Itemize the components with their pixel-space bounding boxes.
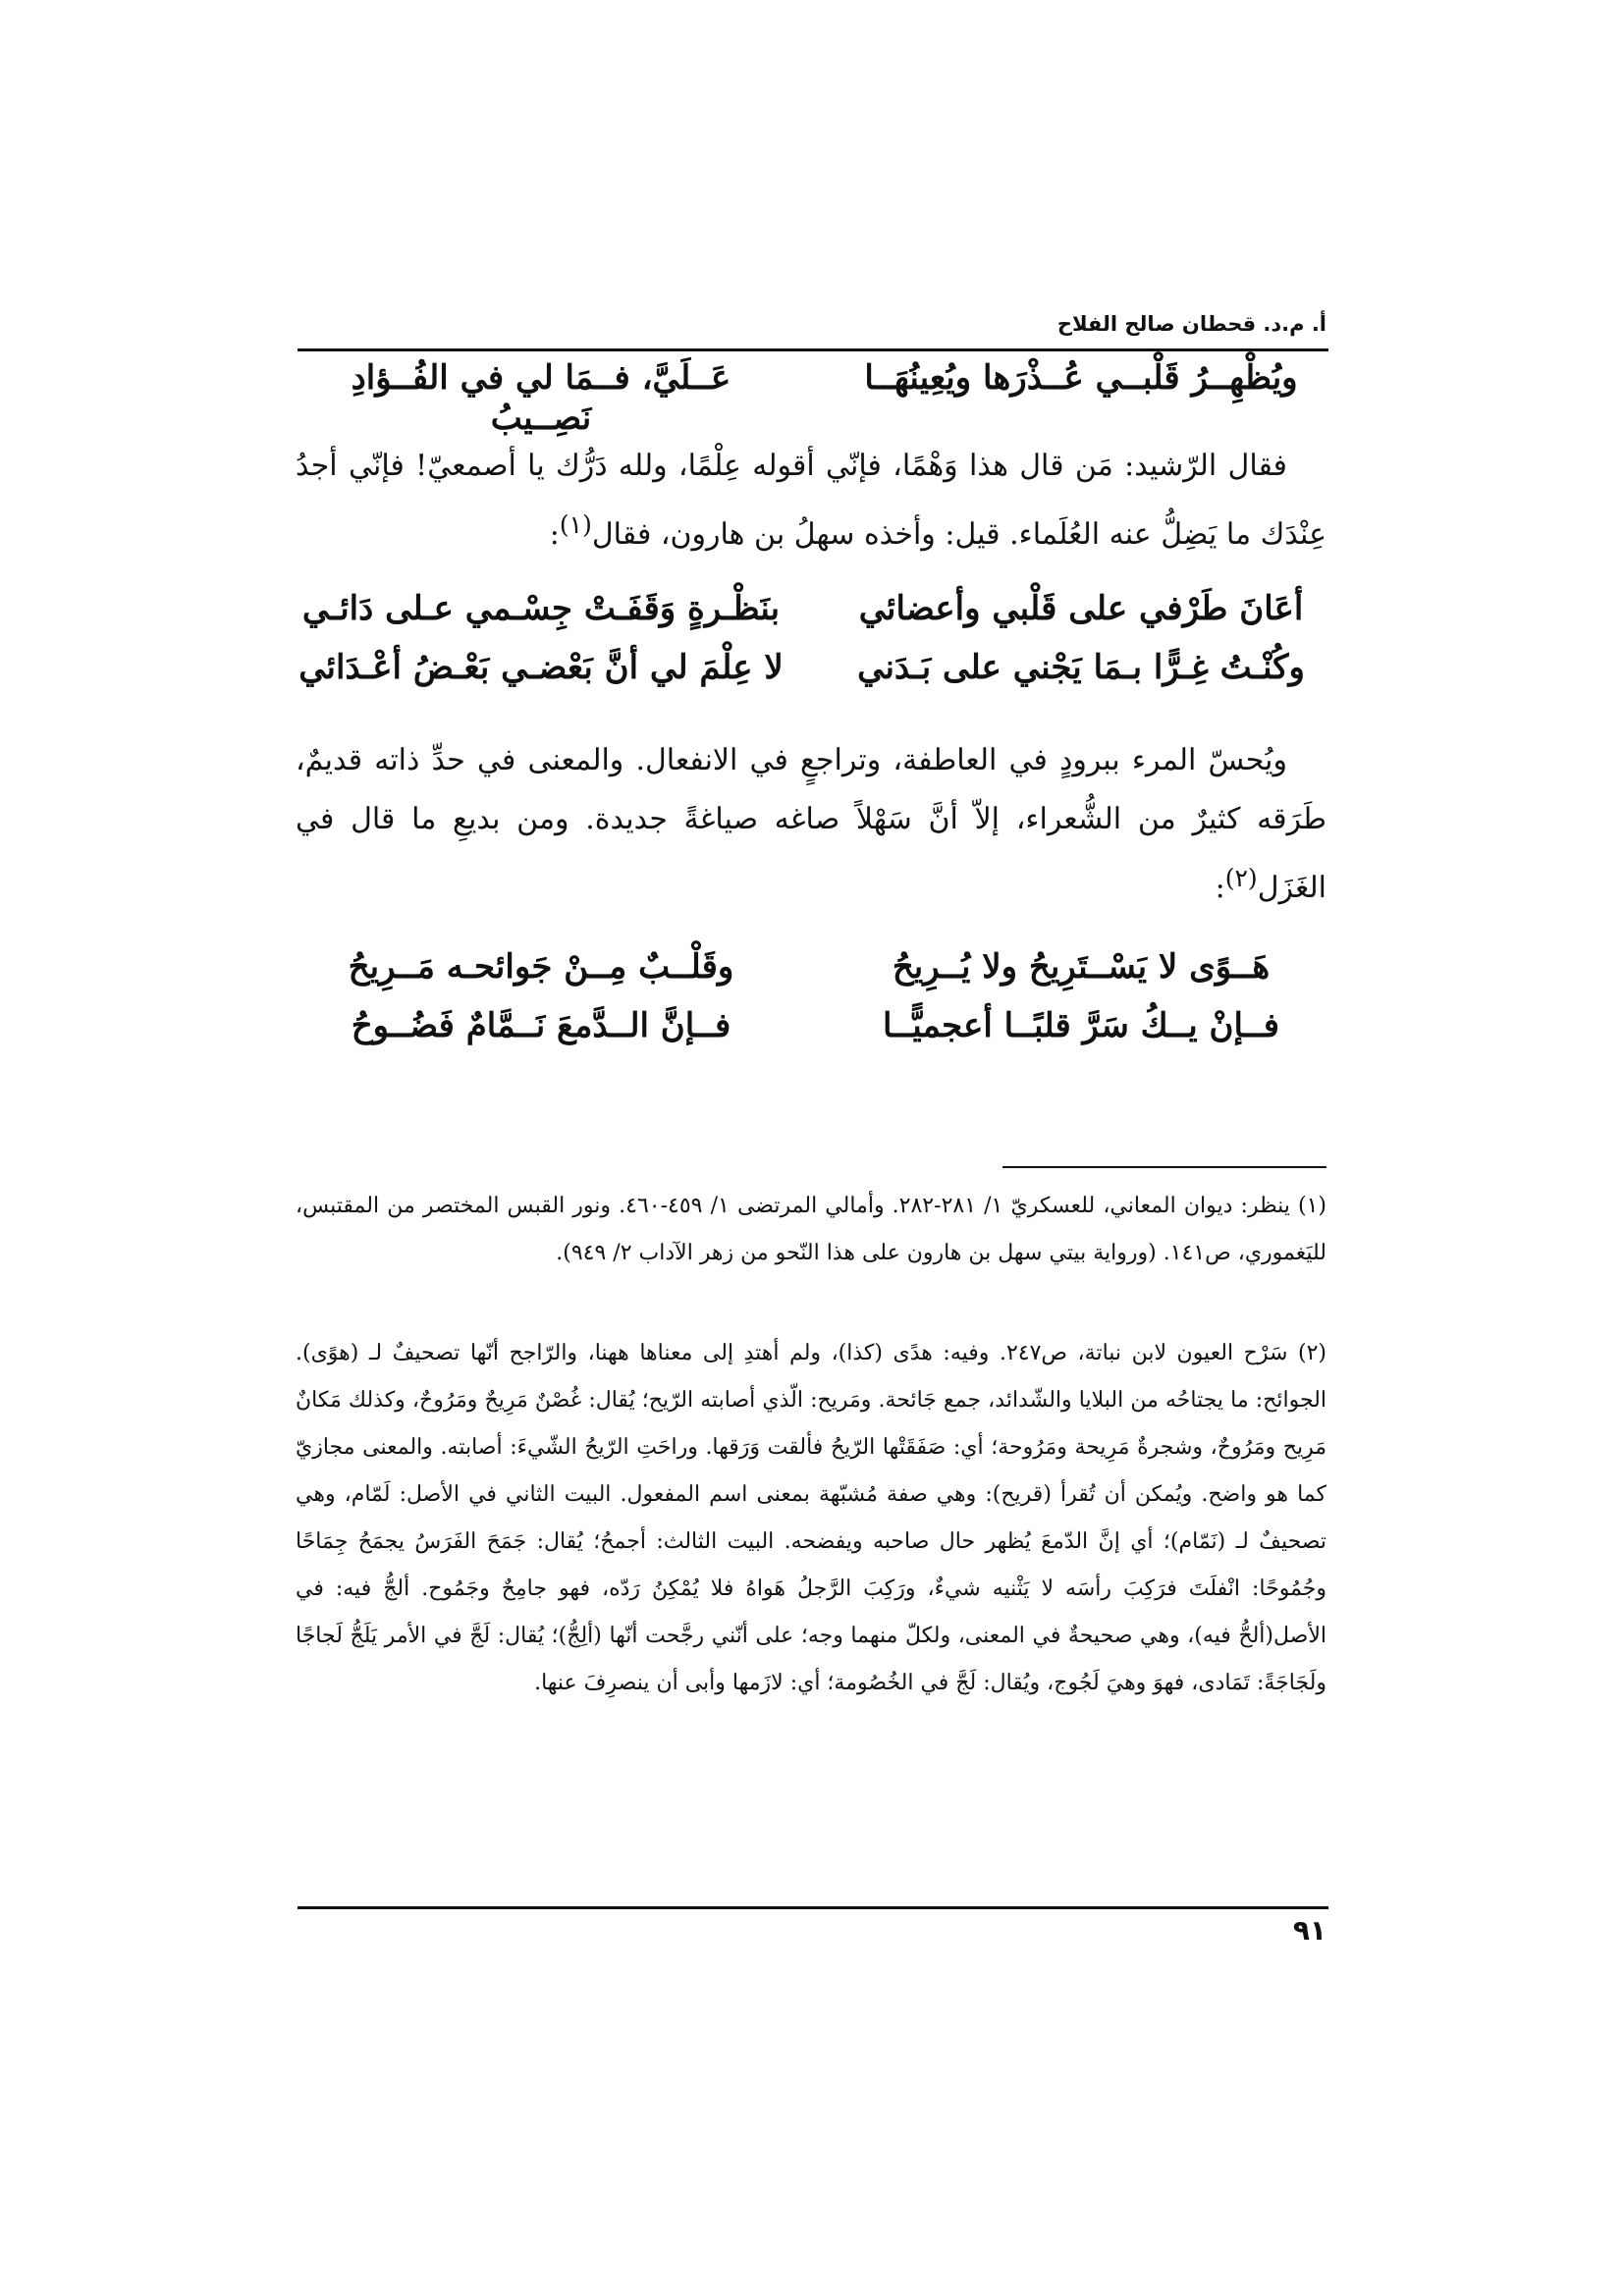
paragraph-text: ويُحسّ المرء ببرودٍ في العاطفة، وتراجعٍ في الانفعال. والمعنى في حدِّ ذاته قديمٌ، طَرَقه كثيرٌ من الشُّعراء، إلاّ أنَّ سَهْلاً صاغه صياغةً جديدة. ومن بديعِ ما قال في الغَزَل <box>296 743 1326 905</box>
header-rule <box>298 348 1328 351</box>
footnote-ref: (١) <box>559 510 592 539</box>
verse-second-hemistich: بنَظْـرةٍ وَقَفَـتْ جِسْـمي عـلى دَائـي <box>301 589 781 628</box>
body-paragraph: فقال الرّشيد: مَن قال هذا وَهْمًا، فإنّي أقوله عِلْمًا، ولله دَرُّك يا أصمعيّ! فإنّي أجدُ عِنْدَك ما يَضِلُّ عنه العُلَماء. قيل: وأخذه سهلُ بن هارون، فقال$^{(١)}$: <box>296 449 1326 552</box>
paragraph-text: فقال الرّشيد: مَن قال هذا وَهْمًا، فإنّي أقوله عِلْمًا، ولله دَرُّك يا أصمعيّ! فإنّي أجدُ عِنْدَك ما يَضِلُّ عنه العُلَماء. قيل: وأخذه سهلُ بن هارون، فقال <box>296 449 1326 552</box>
footer-rule <box>298 1906 1328 1909</box>
verse-second-hemistich: فــإنَّ الــدَّمعَ نَــمَّامٌ فَضُــوحُ <box>351 1006 731 1045</box>
footnote-ref: (٢) <box>1224 864 1258 892</box>
verse-first-hemistich: أعَانَ طَرْفي على قَلْبي وأعضائي <box>858 589 1304 628</box>
verse-second-hemistich: وقَلْــبٌ مِــنْ جَوائحـه مَــرِيحُ <box>348 947 734 987</box>
footnote: (٢) سَرْح العيون لابن نباتة، ص٢٤٧. وفيه: هدًى (كذا)، ولم أهتدِ إلى معناها ههنا، والرّاجح أنّها تصحيفٌ لـ (هوًى). الجوائح: ما يجتاحُه من البلايا والشّدائد، جمع جَائحة. ومَريح: الّذي أصابته الرّيح؛ يُقال: غُصْنٌ مَرِيحٌ ومَرُوحٌ، وكذلك مَكانٌ مَرِيح ومَرُوحٌ، وشجرةٌ مَرِيحة ومَرُوحة؛ أي: صَفَقَتْها الرّيحُ فألقت وَرَقها. وراحَتِ الرّيحُ الشّيءَ: أصابته. والمعنى مجازيّ كما هو واضح. ويُمكن أن تُقرأ (قريح): وهي صفة مُشبّهة بمعنى اسم المفعول. البيت الثاني في الأصل: لَمّام، وهي تصحيفٌ لـ (نَمّام)؛ أي إنَّ الدّمعَ يُظهر حال صاحبه ويفضحه. البيت الثالث: أجمحُ؛ يُقال: جَمَحَ الفَرَسُ يجمَحُ جِمَاحًا وجُمُوحًا: انْفلَتَ فرَكِبَ رأسَه لا يَثْنيه شيءٌ، ورَكِبَ الرَّجلُ هَواهُ فلا يُمْكِنُ رَدّه، فهو جامِحٌ وجَمُوح. ألجُّ فيه: في الأصل(ألحُّ فيه)، وهي صحيحةٌ في المعنى، ولكلّ منهما وجه؛ على أنّني رجَّحت أنّها (ألِجُّ)؛ يُقال: لَجَّ في الأمر يَلَجُّ لَجاجًا ولَجَاجَةً: تَمَادى، فهوَ وهيَ لَجُوج، ويُقال: لَجَّ في الخُصُومة؛ أي: لازَمها وأبى أن ينصرِفَ عنها. <box>296 1341 1326 1695</box>
verse-first-hemistich: وكُنْـتُ غِـرًّا بـمَا يَجْني على بَـدَني <box>857 648 1305 687</box>
verse-first-hemistich: ويُظْهِــرُ قَلْبــي عُــذْرَها ويُعِينُهَــا <box>864 358 1298 398</box>
verse-second-hemistich: عَــلَيَّ، فــمَا لي في الفُــؤادِ نَصِــيبُ <box>351 358 731 438</box>
verse-line <box>296 358 1326 439</box>
footnote: (١) ينظر: ديوان المعاني، للعسكريّ ١/ ٢٨١-٢٨٢. وأمالي المرتضى ١/ ٤٥٩-٤٦٠. ونور القبس المختصر من المقتبس، لليَغموري، ص١٤١. (ورواية بيتي سهل بن هارون على هذا النّحو من زهر الآداب ٢/ ٩٤٩). <box>296 1194 1327 1265</box>
verse-line <box>296 947 1326 988</box>
verse-line <box>296 1006 1326 1046</box>
footnote-separator <box>1002 1166 1326 1168</box>
verse-line <box>296 648 1326 688</box>
verse-first-hemistich: هَــوًى لا يَسْــتَرِيحُ ولا يُــرِيحُ <box>892 947 1271 987</box>
page-number: ٩١ <box>1292 1914 1326 1947</box>
verse-first-hemistich: فــإنْ يــكُ سَرَّ قلبًــا أعجميًّــا <box>882 1006 1280 1045</box>
verse-second-hemistich: لا عِلْمَ لي أنَّ بَعْضـي بَعْـضُ أعْـدَائي <box>298 648 784 687</box>
verse-line <box>296 589 1326 629</box>
running-header-author: أ. م.د. قحطان صالح الفلاح <box>1056 312 1326 336</box>
body-paragraph: ويُحسّ المرء ببرودٍ في العاطفة، وتراجعٍ في الانفعال. والمعنى في حدِّ ذاته قديمٌ، طَرَقه كثيرٌ من الشُّعراء، إلاّ أنَّ سَهْلاً صاغه صياغةً جديدة. ومن بديعِ ما قال في الغَزَل$^{(٢)}$: <box>296 743 1326 905</box>
